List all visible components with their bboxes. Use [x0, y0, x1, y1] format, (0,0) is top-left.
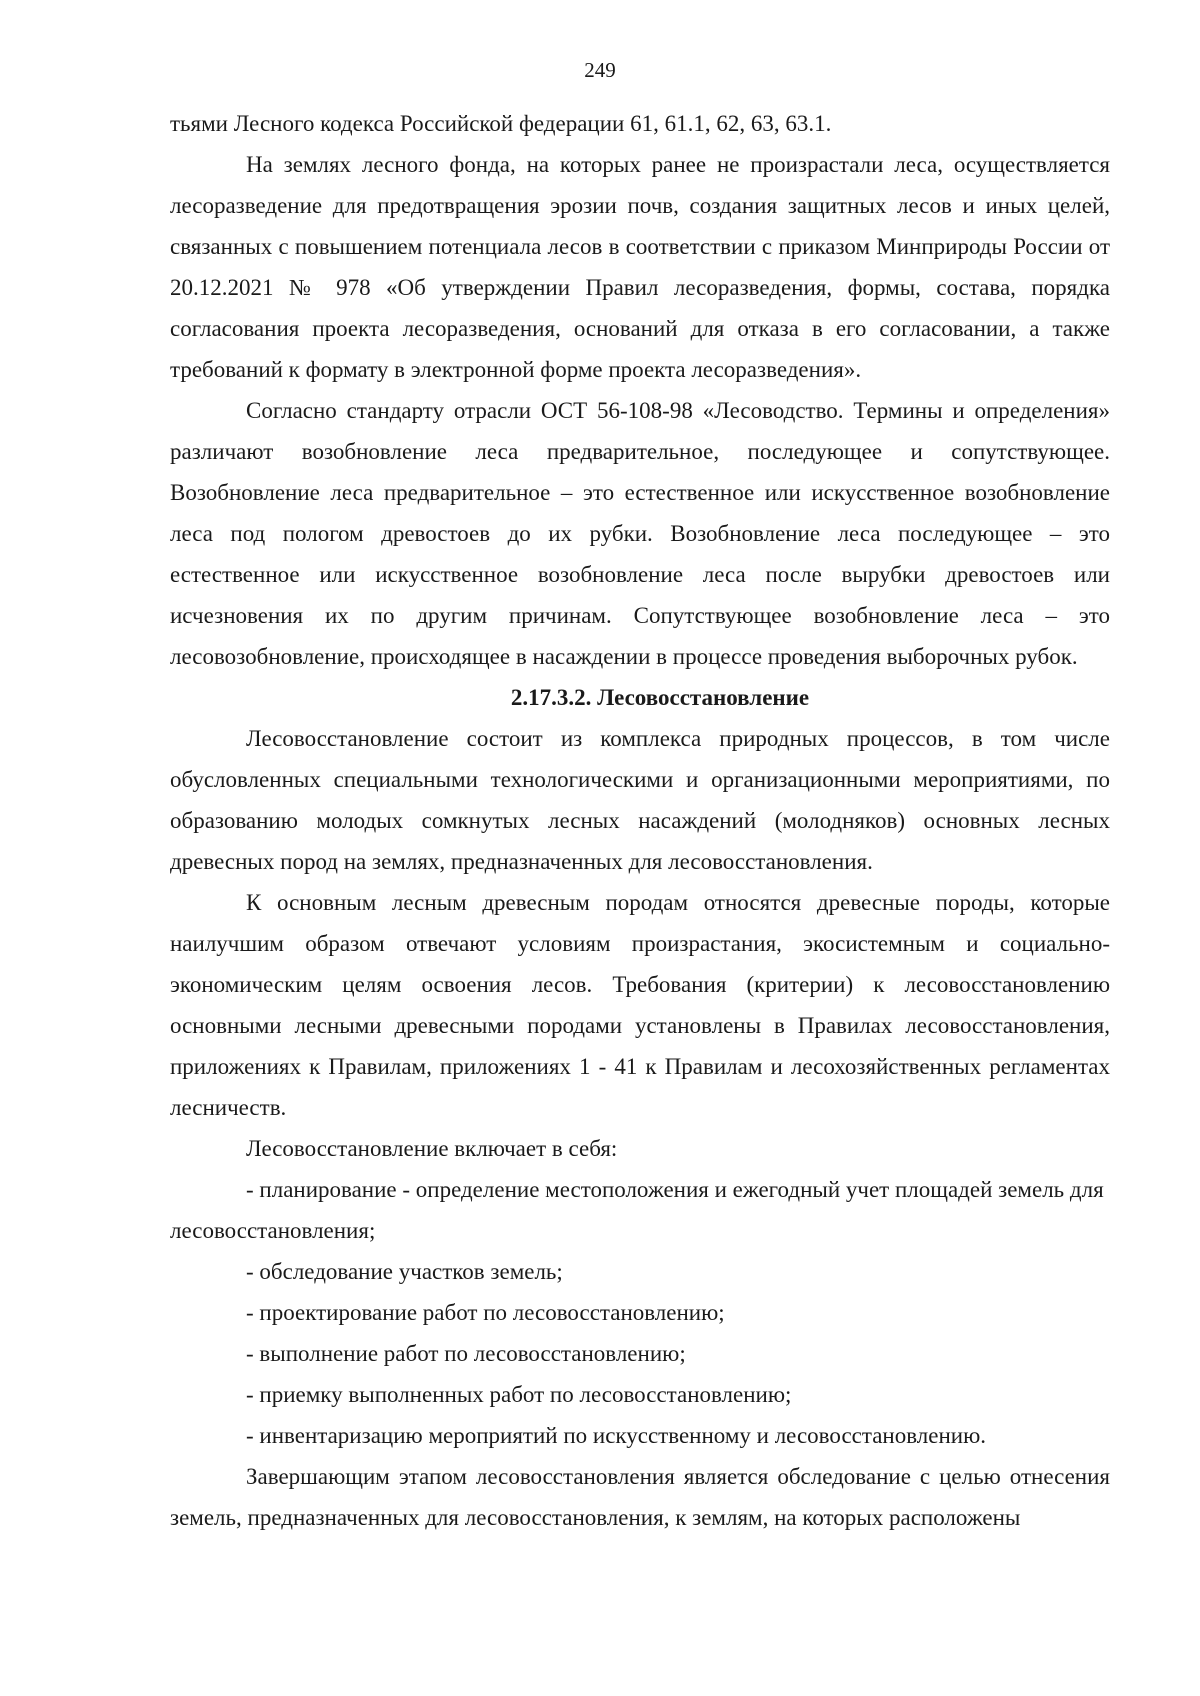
- paragraph-afforestation: На землях лесного фонда, на которых ранее не произрастали леса, осуществляется лесоразведение для предотвращения эрозии почв, создания защитных лесов и иных целей, связанных с повышением потенциала лесов в соответствии с приказом Минприроды России от 20.12.2021 № 978 «Об утверждении Правил лесоразведения, формы, состава, порядка согласования проекта лесоразведения, оснований для отказа в его согласовании, а также требований к формату в электронной форме проекта лесоразведения».: [170, 152, 1110, 382]
- list-item: - приемку выполненных работ по лесовосстановлению;: [246, 1382, 792, 1407]
- section-heading: 2.17.3.2. Лесовосстановление: [510, 685, 810, 710]
- list-item: - инвентаризацию мероприятий по искусственному и лесовосстановлению.: [246, 1423, 987, 1448]
- list-item: - обследование участков земель;: [246, 1259, 563, 1284]
- paragraph-main-species: К основным лесным древесным породам относятся древесные породы, которые наилучшим образом отвечают условиям произрастания, экосистемным и социально-экономическим целям освоения лесов. Требования (критерии) к лесовосстановлению основными лесными древесными породами установлены в Правилах лесовосстановления, приложениях к Правилам, приложениях 1 - 41 к Правилам и лесохозяйственных регламентах лесничеств.: [170, 890, 1110, 1120]
- list-item: - планирование - определение местоположения и ежегодный учет площадей земель для лесовосстановления;: [170, 1177, 1104, 1243]
- paragraph-reforestation-definition: Лесовосстановление состоит из комплекса природных процессов, в том числе обусловленных специальными технологическими и организационными мероприятиями, по образованию молодых сомкнутых лесных насаждений (молодняков) основных лесных древесных пород на землях, предназначенных для лесовосстановления.: [170, 726, 1110, 874]
- paragraph-reforestation-includes: Лесовосстановление включает в себя:: [246, 1136, 618, 1161]
- document-body: [170, 103, 1110, 1538]
- page-number: 249: [584, 58, 616, 82]
- paragraph-regeneration-types: Согласно стандарту отрасли ОСТ 56-108-98 «Лесоводство. Термины и определения» различают возобновление леса предварительное, последующее и сопутствующее. Возобновление леса предварительное – это естественное или искусственное возобновление леса под пологом древостоев до их рубки. Возобновление леса последующее – это естественное или искусственное возобновление леса после вырубки древостоев или исчезновения их по другим причинам. Сопутствующее возобновление леса – это лесовозобновление, происходящее в насаждении в процессе проведения выборочных рубок.: [170, 398, 1110, 669]
- list-item: - выполнение работ по лесовосстановлению;: [246, 1341, 686, 1366]
- list-item: - проектирование работ по лесовосстановлению;: [246, 1300, 725, 1325]
- paragraph-final-stage: Завершающим этапом лесовосстановления является обследование с целью отнесения земель, предназначенных для лесовосстановления, к землям, на которых расположены: [170, 1464, 1110, 1530]
- paragraph-continuation: тьями Лесного кодекса Российской федерации 61, 61.1, 62, 63, 63.1.: [170, 111, 832, 136]
